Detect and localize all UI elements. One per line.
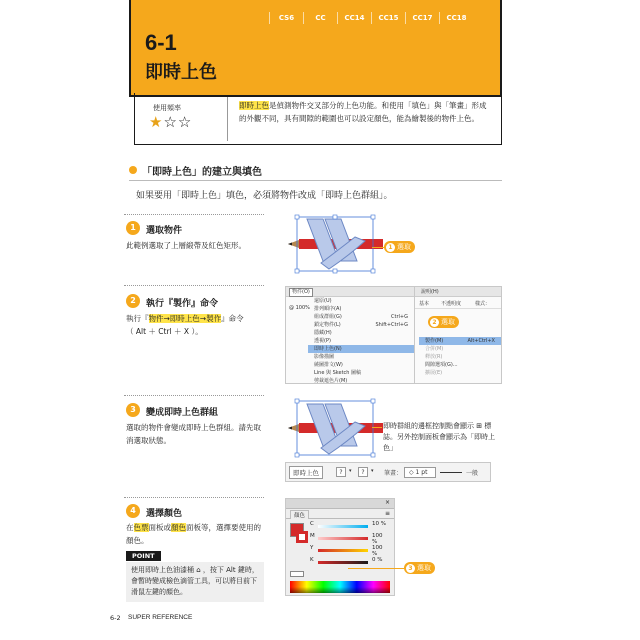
menu-item[interactable]: 還原(U)	[314, 298, 332, 304]
menu-path-highlight: 物件→即時上色→製作	[148, 314, 222, 323]
frequency-description	[239, 99, 491, 125]
section-title: 「即時上色」的建立與填色	[142, 167, 262, 178]
panel-menu-icon[interactable]: ≡	[384, 510, 390, 517]
step-title: 執行『製作』命令	[146, 299, 219, 309]
dotted-divider	[124, 395, 264, 396]
bullet-icon	[129, 166, 137, 174]
chevron-down-icon[interactable]: ▾	[349, 468, 352, 474]
shortcut-text: （ Alt ＋ Ctrl ＋ X ）。	[126, 327, 203, 336]
top-bar	[415, 287, 501, 297]
menu-item[interactable]: 組成群組(G) Ctrl+G	[314, 314, 408, 320]
stroke-swatch[interactable]: ?	[358, 467, 368, 477]
step-title: 變成即時上色群組	[146, 408, 219, 418]
star-rating	[149, 113, 192, 131]
menu-item[interactable]: 剪裁遮色片(M)	[314, 378, 348, 384]
step-text: 選取的物件會變成即時上色群組。請先取消選取狀態。	[126, 423, 261, 445]
dotted-divider	[124, 497, 264, 498]
color-highlight: 顏色	[171, 523, 186, 532]
callout-line	[348, 568, 404, 569]
frequency-label: 使用頻率	[153, 104, 181, 112]
slider-track[interactable]	[318, 549, 368, 552]
panel-tabbar	[286, 509, 394, 519]
submenu-item[interactable]: 擴展(E)	[425, 370, 443, 376]
ribbon-illustration-1	[285, 211, 385, 275]
callout-line	[372, 427, 382, 428]
menu-item[interactable]: 排列順序(A)	[314, 306, 342, 312]
menu-item[interactable]: Line 與 Sketch 圖稿	[314, 370, 362, 376]
step-title: 選擇顏色	[146, 509, 183, 519]
menu-item[interactable]: 鎖定物件(L) Shift+Ctrl+G	[314, 322, 408, 328]
callout-select: 3 選取	[404, 562, 435, 574]
callout-number: 3	[406, 564, 415, 573]
stroke-color-swatch[interactable]	[296, 531, 308, 543]
section-divider	[129, 180, 502, 181]
slider-k[interactable]: K 0 %	[310, 557, 383, 563]
control-panel-label: 即時上色	[289, 466, 323, 479]
slider-m[interactable]: M 100 %	[310, 533, 388, 543]
step-number: 4	[126, 504, 140, 518]
color-panel	[285, 498, 395, 596]
menu-item-live-paint[interactable]: 即時上色(N)	[308, 345, 414, 353]
step-text: 此範例選取了上層緞帶及紅色矩形。	[126, 241, 246, 250]
point-tag: POINT	[126, 551, 161, 561]
menu-list	[308, 297, 414, 385]
submenu-item[interactable]: 間隙選項(G)...	[425, 362, 458, 368]
menu-item[interactable]: 影像描圖	[314, 354, 335, 360]
slider-value[interactable]: 0 %	[372, 557, 383, 563]
submenu-item[interactable]: 釋放(R)	[425, 354, 443, 360]
callout-select: 1 選取	[384, 241, 415, 253]
slider-value[interactable]: 100 %	[372, 545, 383, 557]
options-bar: 基本 不透明度 樣式：	[415, 299, 501, 309]
chapter-header	[129, 0, 502, 97]
step-number: 3	[126, 403, 140, 417]
object-menu	[285, 286, 415, 384]
slider-value[interactable]: 10 %	[372, 521, 386, 527]
version-tag: CC18	[439, 12, 473, 24]
description-text: 是偵測物件交叉部分的上色功能。和使用「填色」與「筆畫」形成的外觀不同，具有間隙的範圍也可以設定顏色，能為繪製後的物件上色。	[239, 101, 487, 123]
control-panel	[285, 462, 491, 482]
spectrum-shade	[290, 587, 390, 593]
submenu-list	[419, 337, 501, 377]
slider-c[interactable]: C 10 %	[310, 521, 386, 527]
frequency-box	[134, 93, 502, 145]
menu-item[interactable]: 繞圖排文(W)	[314, 362, 343, 368]
callout-number: 2	[430, 318, 439, 327]
menu-item[interactable]: 隱藏(H)	[314, 330, 332, 336]
footer-label: SUPER REFERENCE	[128, 614, 193, 621]
menu-bar	[286, 287, 414, 297]
tab-color[interactable]: 顏色	[290, 510, 309, 519]
version-tag: CC17	[405, 12, 439, 24]
zoom-label: @ 100%	[289, 305, 310, 311]
highlight-term: 即時上色	[239, 101, 269, 110]
slider-track[interactable]	[318, 525, 368, 528]
section-intro: 如果要用「即時上色」填色，必須將物件改成「即時上色群組」。	[136, 191, 393, 201]
help-menu[interactable]: 說明(H)	[421, 289, 439, 295]
swatches-highlight: 色票	[133, 523, 149, 532]
slider-track[interactable]	[318, 561, 368, 564]
step-number: 1	[126, 221, 140, 235]
submenu-item-make[interactable]: 製作(M) Alt+Ctrl+X	[419, 337, 501, 345]
version-tag: CC15	[371, 12, 405, 24]
callout-select: 2 選取	[428, 316, 459, 328]
panel-titlebar	[286, 499, 394, 509]
ribbon-live-paint-svg	[285, 396, 385, 458]
fill-swatch[interactable]: ?	[336, 467, 346, 477]
step-title: 選取物件	[146, 226, 183, 236]
slider-value[interactable]: 100 %	[372, 533, 383, 545]
live-paint-note: 即時群組的邊框控制點會顯示 ⊞ 標誌。另外控制面板會顯示為「即時上色」	[383, 422, 495, 452]
version-tags	[269, 12, 473, 24]
slider-track[interactable]	[318, 537, 368, 540]
chapter-title: 即時上色	[145, 62, 217, 83]
stroke-weight-field[interactable]: ◇ 1 pt	[404, 467, 436, 478]
step-number: 2	[126, 294, 140, 308]
page-number: 6-2	[110, 614, 121, 622]
version-tag: CS6	[269, 12, 303, 24]
ribbon-selected-svg	[285, 211, 385, 275]
dotted-divider	[124, 214, 264, 215]
line-style-label[interactable]: 一般	[466, 470, 479, 477]
callout-number: 1	[386, 243, 395, 252]
ribbon-illustration-2	[285, 396, 385, 458]
close-icon[interactable]: ×	[384, 499, 390, 506]
divider	[227, 97, 228, 141]
none-swatch[interactable]	[290, 571, 304, 577]
version-tag: CC	[303, 12, 337, 24]
chapter-number: 6-1	[145, 30, 177, 55]
menu-item[interactable]: 透視(P)	[314, 338, 331, 344]
star-empty-icon: ☆☆	[163, 113, 193, 131]
step-text: 執行『物件→即時上色→製作』命令 （ Alt ＋ Ctrl ＋ X ）。	[126, 314, 244, 336]
version-tag: CC14	[337, 12, 371, 24]
chevron-down-icon[interactable]: ▾	[371, 468, 374, 474]
step-text: 在色票面板或顏色面板等，選擇要使用的顏色。	[126, 523, 261, 545]
submenu-panel	[414, 286, 502, 384]
dotted-divider	[124, 285, 264, 286]
line-style-icon	[440, 472, 462, 473]
menu-tab-object[interactable]: 物件(O)	[289, 288, 313, 297]
point-box: 使用即時上色油漆桶 ⌂ ，按下 Alt 鍵時，會暫時變成檢色滴管工具，可以將目前下滑鼠左鍵的顏色。	[126, 562, 264, 602]
stroke-label: 筆畫：	[384, 470, 403, 477]
slider-y[interactable]: Y 100 %	[310, 545, 388, 555]
star-icon: ★	[149, 113, 164, 131]
submenu-item[interactable]: 合併(M)	[425, 346, 444, 352]
